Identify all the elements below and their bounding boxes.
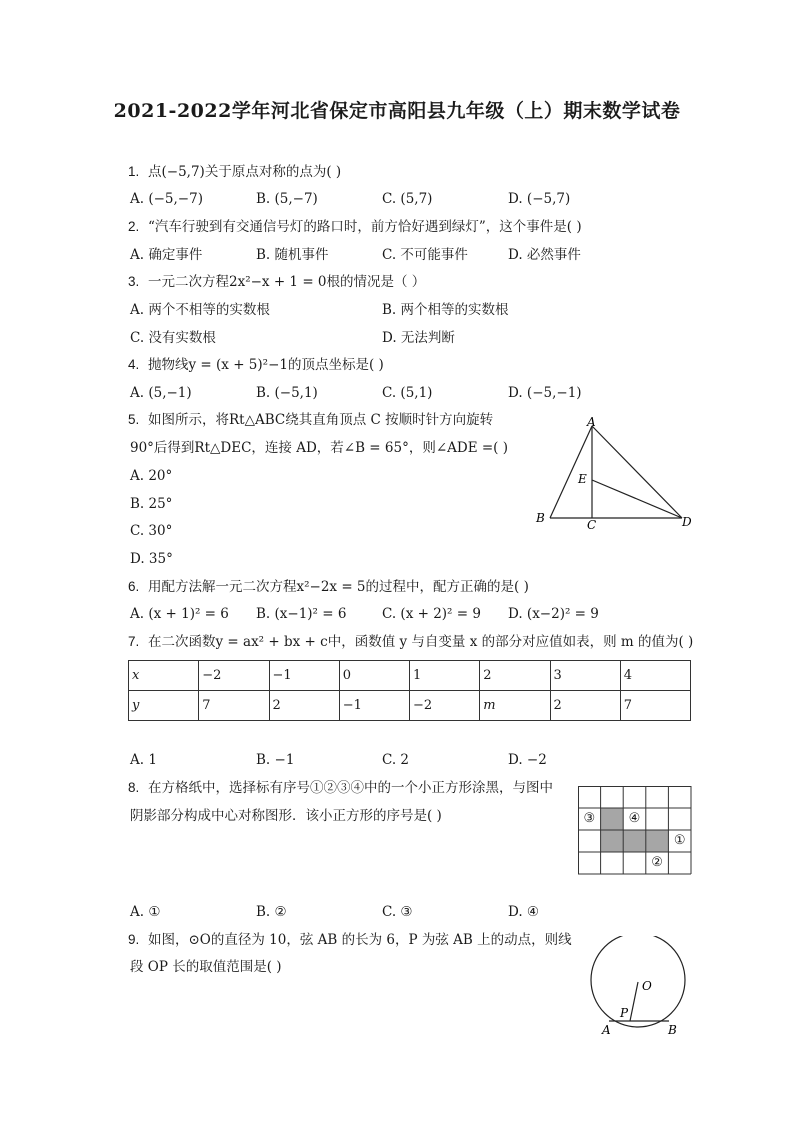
q2-stem: “汽车行驶到有交通信号灯的路口时，前方恰好遇到绿灯”，这个事件是( ) xyxy=(148,219,582,235)
q8-stem-line1: 在方格纸中，选择标有序号①②③④中的一个小正方形涂黑，与图中 xyxy=(148,780,553,796)
q8-option-c[interactable]: C. ③ xyxy=(382,904,413,920)
label-o: O xyxy=(642,979,652,993)
table-cell: m xyxy=(480,691,550,721)
q4-option-d[interactable]: D. (−5,−1) xyxy=(508,385,582,401)
q6-option-b[interactable]: B. (x−1)² = 6 xyxy=(256,606,347,622)
q6-number: 6. xyxy=(128,579,140,594)
table-row-y xyxy=(129,691,691,721)
q7-stem: 在二次函数y = ax² + bx + c中，函数值 y 与自变量 x 的部分对应值如表，则 m 的值为( ) xyxy=(148,634,694,650)
label-d: D xyxy=(682,515,692,529)
q5-option-b[interactable]: B. 25° xyxy=(130,496,173,512)
q8-number: 8. xyxy=(128,780,140,795)
shaded-cell xyxy=(601,830,624,852)
segment-ed xyxy=(592,480,682,518)
table-cell: 2 xyxy=(550,691,620,721)
q5-number: 5. xyxy=(128,412,140,427)
q3-option-d[interactable]: D. 无法判断 xyxy=(382,330,455,346)
grid-label-4: ④ xyxy=(628,811,641,826)
segment-op xyxy=(630,982,638,1021)
label-b: B xyxy=(536,511,545,525)
label-e: E xyxy=(578,472,587,486)
table-cell: 1 xyxy=(410,661,480,691)
table-cell: 2 xyxy=(480,661,550,691)
label-a: A xyxy=(602,1023,611,1037)
q2-option-c[interactable]: C. 不可能事件 xyxy=(382,247,468,263)
q7-option-c[interactable]: C. 2 xyxy=(382,752,410,768)
q1-option-d[interactable]: D. (−5,7) xyxy=(508,191,571,207)
shaded-cell xyxy=(623,830,646,852)
q3-option-b[interactable]: B. 两个相等的实数根 xyxy=(382,302,509,318)
q6-stem: 用配方法解一元二次方程x²−2x = 5的过程中，配方正确的是( ) xyxy=(148,579,529,595)
q7-number: 7. xyxy=(128,634,140,649)
q8-option-b[interactable]: B. ② xyxy=(256,904,287,920)
table-cell: −2 xyxy=(199,661,269,691)
q9-stem-line1: 如图，⊙O的直径为 10，弦 AB 的长为 6，P 为弦 AB 上的动点，则线 xyxy=(148,932,572,948)
q7-option-d[interactable]: D. −2 xyxy=(508,752,547,768)
q4-option-a[interactable]: A. (5,−1) xyxy=(130,385,192,401)
q1-option-b[interactable]: B. (5,−7) xyxy=(256,191,318,207)
label-b: B xyxy=(668,1023,677,1037)
q1-stem: 点(−5,7)关于原点对称的点为( ) xyxy=(148,164,342,180)
q1-option-a[interactable]: A. (−5,−7) xyxy=(130,191,203,207)
q6-option-d[interactable]: D. (x−2)² = 9 xyxy=(508,606,599,622)
q2-option-b[interactable]: B. 随机事件 xyxy=(256,247,329,263)
q1-number: 1. xyxy=(128,164,140,179)
q4-option-b[interactable]: B. (−5,1) xyxy=(256,385,318,401)
shaded-cell xyxy=(646,830,669,852)
q2-number: 2. xyxy=(128,219,140,234)
q7-option-a[interactable]: A. 1 xyxy=(130,752,157,768)
shaded-cell xyxy=(601,808,624,830)
q5-option-c[interactable]: C. 30° xyxy=(130,523,173,539)
table-cell: −2 xyxy=(410,691,480,721)
segment-ad xyxy=(592,426,682,518)
table-cell: 0 xyxy=(339,661,409,691)
q3-option-c[interactable]: C. 没有实数根 xyxy=(130,330,216,346)
table-cell: x xyxy=(129,661,199,691)
q8-option-d[interactable]: D. ④ xyxy=(508,904,540,920)
q3-stem: 一元二次方程2x²−x + 1 = 0根的情况是（ ） xyxy=(148,274,426,290)
table-cell: −1 xyxy=(269,661,339,691)
q1-option-c[interactable]: C. (5,7) xyxy=(382,191,433,207)
q6-option-c[interactable]: C. (x + 2)² = 9 xyxy=(382,606,481,622)
q7-value-table xyxy=(128,660,691,721)
grid-label-1: ① xyxy=(673,833,686,848)
table-cell: 7 xyxy=(199,691,269,721)
q2-option-d[interactable]: D. 必然事件 xyxy=(508,247,581,263)
q4-option-c[interactable]: C. (5,1) xyxy=(382,385,433,401)
page-title: 2021-2022学年河北省保定市高阳县九年级（上）期末数学试卷 xyxy=(113,100,681,122)
q8-option-a[interactable]: A. ① xyxy=(130,904,161,920)
q9-stem-line2: 段 OP 长的取值范围是( ) xyxy=(130,959,282,975)
q9-number: 9. xyxy=(128,932,140,947)
grid-label-3: ③ xyxy=(583,811,596,826)
table-cell: y xyxy=(129,691,199,721)
q5-stem-line1: 如图所示，将Rt△ABC绕其直角顶点 C 按顺时针方向旋转 xyxy=(148,412,494,428)
circle-o xyxy=(591,936,685,1027)
q7-option-b[interactable]: B. −1 xyxy=(256,752,295,768)
table-cell: 3 xyxy=(550,661,620,691)
q3-number: 3. xyxy=(128,274,140,289)
q3-option-a[interactable]: A. 两个不相等的实数根 xyxy=(130,302,270,318)
q5-stem-line2: 90°后得到Rt△DEC，连接 AD，若∠B = 65°，则∠ADE =( ) xyxy=(130,440,508,456)
label-p: P xyxy=(620,1006,629,1020)
q4-stem: 抛物线y = (x + 5)²−1的顶点坐标是( ) xyxy=(148,357,384,373)
q5-option-a[interactable]: A. 20° xyxy=(130,468,173,484)
q6-option-a[interactable]: A. (x + 1)² = 6 xyxy=(130,606,229,622)
label-a: A xyxy=(587,415,596,429)
table-cell: 7 xyxy=(620,691,690,721)
label-c: C xyxy=(587,518,597,532)
table-cell: 2 xyxy=(269,691,339,721)
q9-circle-figure xyxy=(588,936,698,1040)
table-cell: 4 xyxy=(620,661,690,691)
q4-number: 4. xyxy=(128,357,140,372)
grid-label-2: ② xyxy=(651,855,663,870)
table-cell: −1 xyxy=(339,691,409,721)
q5-option-d[interactable]: D. 35° xyxy=(130,551,173,567)
table-row-x xyxy=(129,661,691,691)
q5-triangle-figure xyxy=(530,412,700,537)
q2-option-a[interactable]: A. 确定事件 xyxy=(130,247,203,263)
q8-stem-line2: 阴影部分构成中心对称图形．该小正方形的序号是( ) xyxy=(130,808,442,824)
